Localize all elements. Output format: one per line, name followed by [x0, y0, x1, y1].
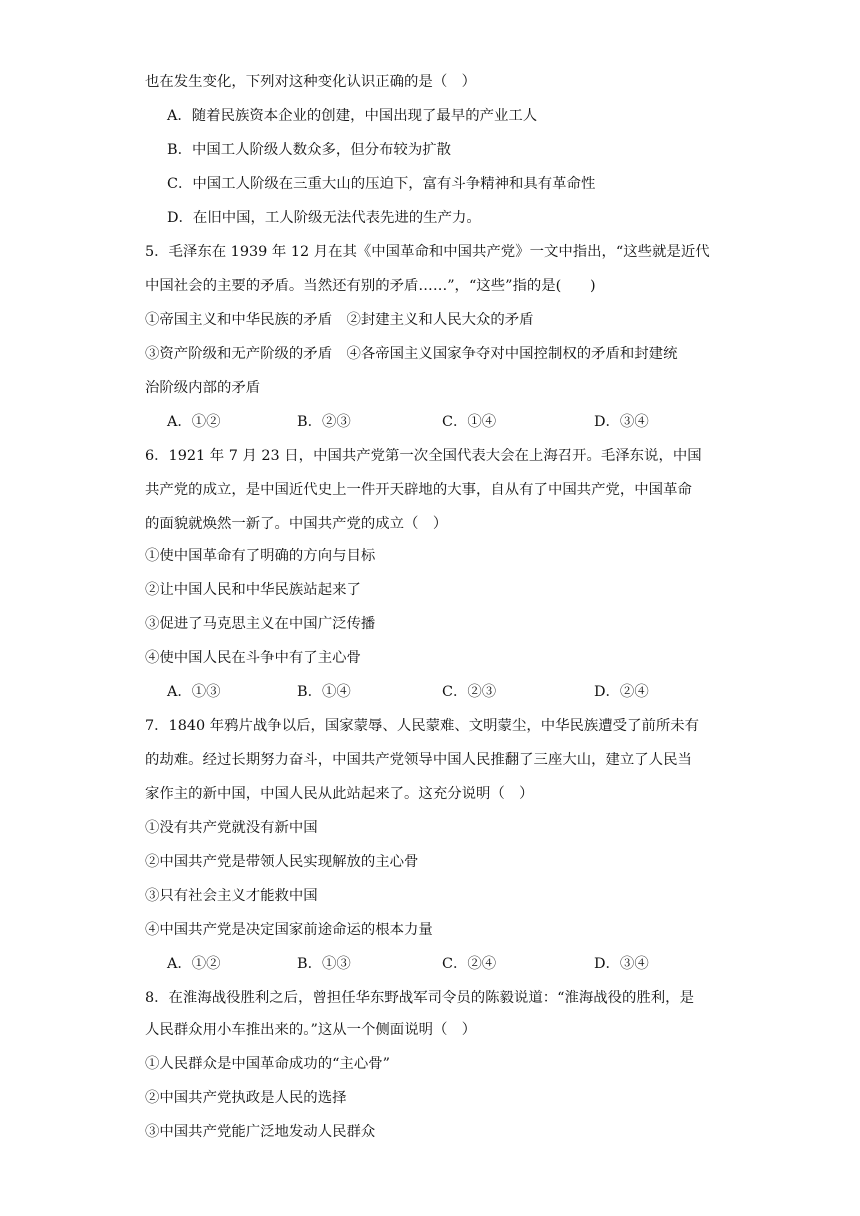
- q6-stem-line: 的面貌就焕然一新了。中国共产党的成立（ ）: [145, 516, 448, 532]
- q6-choice-d: D．②④: [594, 684, 649, 700]
- q5-choice-d: D．③④: [594, 414, 649, 430]
- q6-choice-c: C．②③: [442, 684, 497, 700]
- q7-item: ④中国共产党是决定国家前途命运的根本力量: [145, 922, 433, 938]
- q8-stem-line: 人民群众用小车推出来的。”这从一个侧面说明（ ）: [145, 1022, 477, 1038]
- q6-item: ①使中国革命有了明确的方向与目标: [145, 548, 376, 564]
- q5-choice-c: C．①④: [442, 414, 497, 430]
- q6-choice-b: B．①④: [297, 684, 351, 700]
- q6-choices: [167, 682, 727, 702]
- q8-stem-line: 8．在淮海战役胜利之后，曾担任华东野战军司令员的陈毅说道：“淮海战役的胜利，是: [145, 990, 694, 1006]
- q7-item: ①没有共产党就没有新中国: [145, 820, 318, 836]
- q5-item: 治阶级内部的矛盾: [145, 380, 261, 396]
- q7-item: ②中国共产党是带领人民实现解放的主心骨: [145, 854, 419, 870]
- q6-stem-line: 共产党的成立，是中国近代史上一件开天辟地的大事，自从有了中国共产党，中国革命: [145, 482, 692, 498]
- q7-choice-c: C．②④: [442, 956, 497, 972]
- q8-item: ②中国共产党执政是人民的选择: [145, 1090, 347, 1106]
- q6-choice-a: A．①③: [167, 684, 221, 700]
- q5-stem-line: 5．毛泽东在 1939 年 12 月在其《中国革命和中国共产党》一文中指出，“这些就是近代: [145, 244, 710, 260]
- q5-item: ①帝国主义和中华民族的矛盾 ②封建主义和人民大众的矛盾: [145, 312, 534, 328]
- q4-option-d: D．在旧中国，工人阶级无法代表先进的生产力。: [167, 210, 481, 226]
- q6-stem-line: 6．1921 年 7 月 23 日，中国共产党第一次全国代表大会在上海召开。毛泽东说，中国: [145, 448, 702, 464]
- q4-stem: 也在发生变化，下列对这种变化认识正确的是（ ）: [145, 74, 476, 90]
- q5-choice-a: A．①②: [167, 414, 221, 430]
- q7-stem-line: 7．1840 年鸦片战争以后，国家蒙辱、人民蒙难、文明蒙尘，中华民族遭受了前所未有: [145, 718, 700, 734]
- q6-item: ②让中国人民和中华民族站起来了: [145, 582, 361, 598]
- q6-item: ④使中国人民在斗争中有了主心骨: [145, 650, 361, 666]
- q5-choice-b: B．②③: [297, 414, 351, 430]
- q7-stem-line: 的劫难。经过长期努力奋斗，中国共产党领导中国人民推翻了三座大山，建立了人民当: [145, 752, 692, 768]
- q4-option-a: A．随着民族资本企业的创建，中国出现了最早的产业工人: [167, 108, 538, 124]
- q8-item: ③中国共产党能广泛地发动人民群众: [145, 1124, 376, 1140]
- q6-item: ③促进了马克思主义在中国广泛传播: [145, 616, 376, 632]
- q7-choice-a: A．①②: [167, 956, 221, 972]
- q8-item: ①人民群众是中国革命成功的“主心骨”: [145, 1056, 390, 1072]
- q7-choice-d: D．③④: [594, 956, 649, 972]
- q5-choices: [167, 412, 727, 432]
- q4-option-b: B．中国工人阶级人数众多，但分布较为扩散: [167, 142, 451, 158]
- q7-item: ③只有社会主义才能救中国: [145, 888, 318, 904]
- q7-choice-b: B．①③: [297, 956, 351, 972]
- q4-option-c: C．中国工人阶级在三重大山的压迫下，富有斗争精神和具有革命性: [167, 176, 596, 192]
- q7-stem-line: 家作主的新中国，中国人民从此站起来了。这充分说明（ ）: [145, 786, 534, 802]
- q5-item: ③资产阶级和无产阶级的矛盾 ④各帝国主义国家争夺对中国控制权的矛盾和封建统: [145, 346, 678, 362]
- q5-stem-line: 中国社会的主要的矛盾。当然还有别的矛盾……”，“这些”指的是( ): [145, 278, 596, 294]
- q7-choices: [167, 954, 727, 974]
